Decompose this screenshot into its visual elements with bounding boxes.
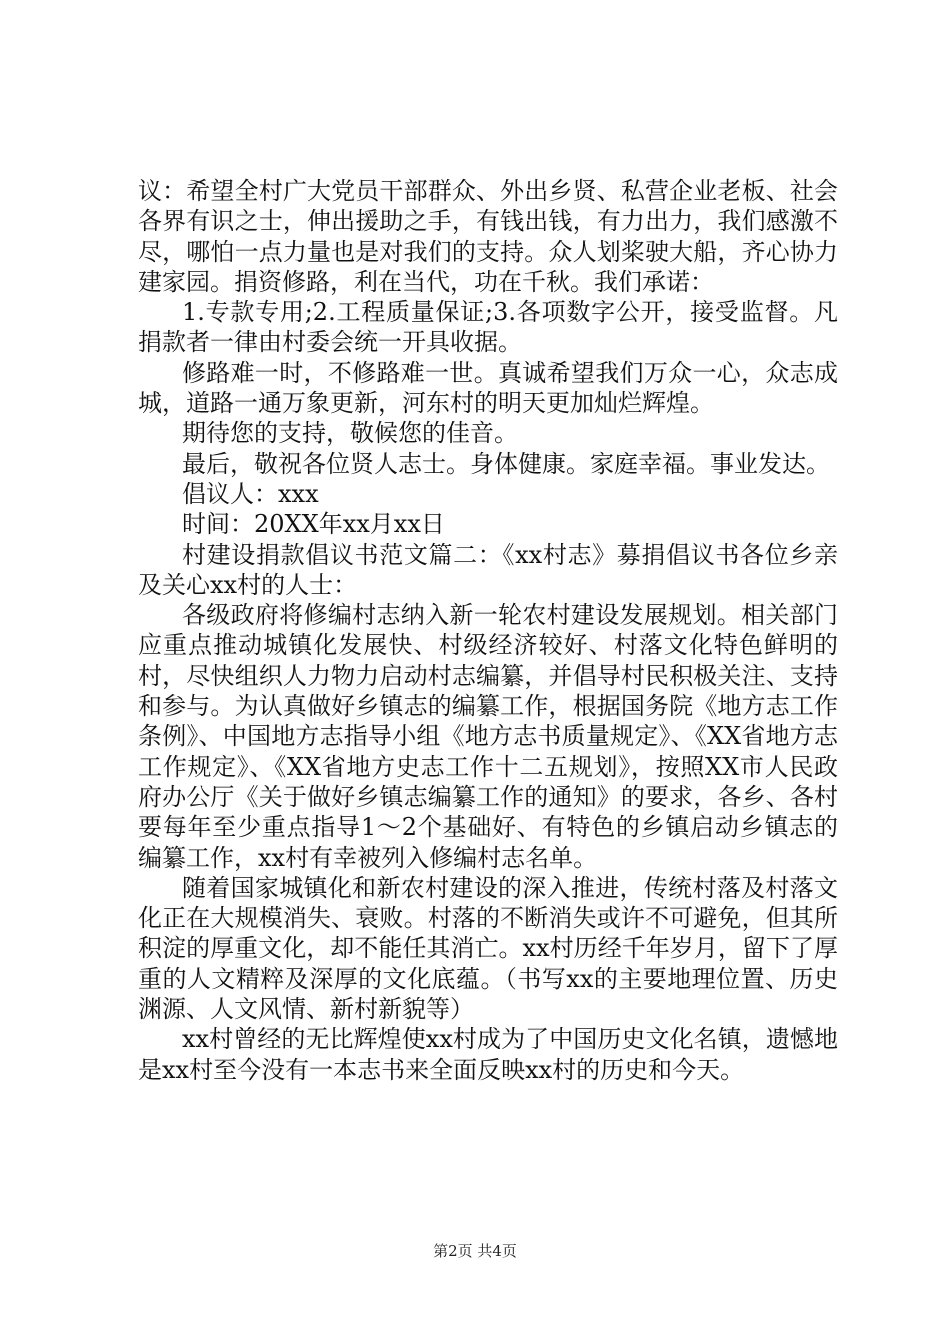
- paragraph: 随着国家城镇化和新农村建设的深入推进，传统村落及村落文化正在大规模消失、衰败。村落的不断消失或许不可避免，但其所积淀的厚重文化，却不能任其消亡。xx村历经千年岁月，留下了厚重的人文精粹及深厚的文化底蕴。（书写xx的主要地理位置、历史渊源、人文风情、新村新貌等）: [138, 873, 838, 1024]
- paragraph: 修路难一时，不修路难一世。真诚希望我们万众一心，众志成城，道路一通万象更新，河东村的明天更加灿烂辉煌。: [138, 358, 838, 418]
- date-line: 时间：20XX年xx月xx日: [182, 510, 445, 539]
- paragraph: 1.专款专用;2.工程质量保证;3.各项数字公开，接受监督。凡捐款者一律由村委会统一开具收据。: [138, 298, 838, 357]
- page-footer: 第2页 共4页: [433, 1242, 517, 1260]
- document-body: [138, 176, 838, 1085]
- proposer-line: 倡议人：xxx: [182, 479, 319, 508]
- paragraph: 议：希望全村广大党员干部群众、外出乡贤、私营企业老板、社会各界有识之士，伸出援助之手，有钱出钱，有力出力，我们感激不尽，哪怕一点力量也是对我们的支持。众人划桨驶大船，齐心协力建家园。捐资修路，利在当代，功在千秋。我们承诺：: [138, 177, 838, 296]
- paragraph: 最后，敬祝各位贤人志士。身体健康。家庭幸福。事业发达。: [182, 449, 830, 478]
- paragraph: 各级政府将修编村志纳入新一轮农村建设发展规划。相关部门应重点推动城镇化发展快、村级经济较好、村落文化特色鲜明的村，尽快组织人力物力启动村志编纂，并倡导村民积极关注、支持和参与。为认真做好乡镇志的编纂工作，根据国务院《地方志工作条例》、中国地方志指导小组《地方志书质量规定》、《XX省地方志工作规定》、《XX省地方史志工作十二五规划》，按照XX市人民政府办公厅《关于做好乡镇志编纂工作的通知》的要求，各乡、各村要每年至少重点指导1～2个基础好、有特色的乡镇启动乡镇志的编纂工作，xx村有幸被列入修编村志名单。: [138, 601, 838, 872]
- paragraph: 期待您的支持，敬候您的佳音。: [182, 419, 518, 448]
- section-heading: 村建设捐款倡议书范文篇二：《xx村志》募捐倡议书各位乡亲及关心xx村的人士：: [138, 540, 838, 599]
- paragraph: xx村曾经的无比辉煌使xx村成为了中国历史文化名镇，遗憾地是xx村至今没有一本志书来全面反映xx村的历史和今天。: [138, 1025, 838, 1084]
